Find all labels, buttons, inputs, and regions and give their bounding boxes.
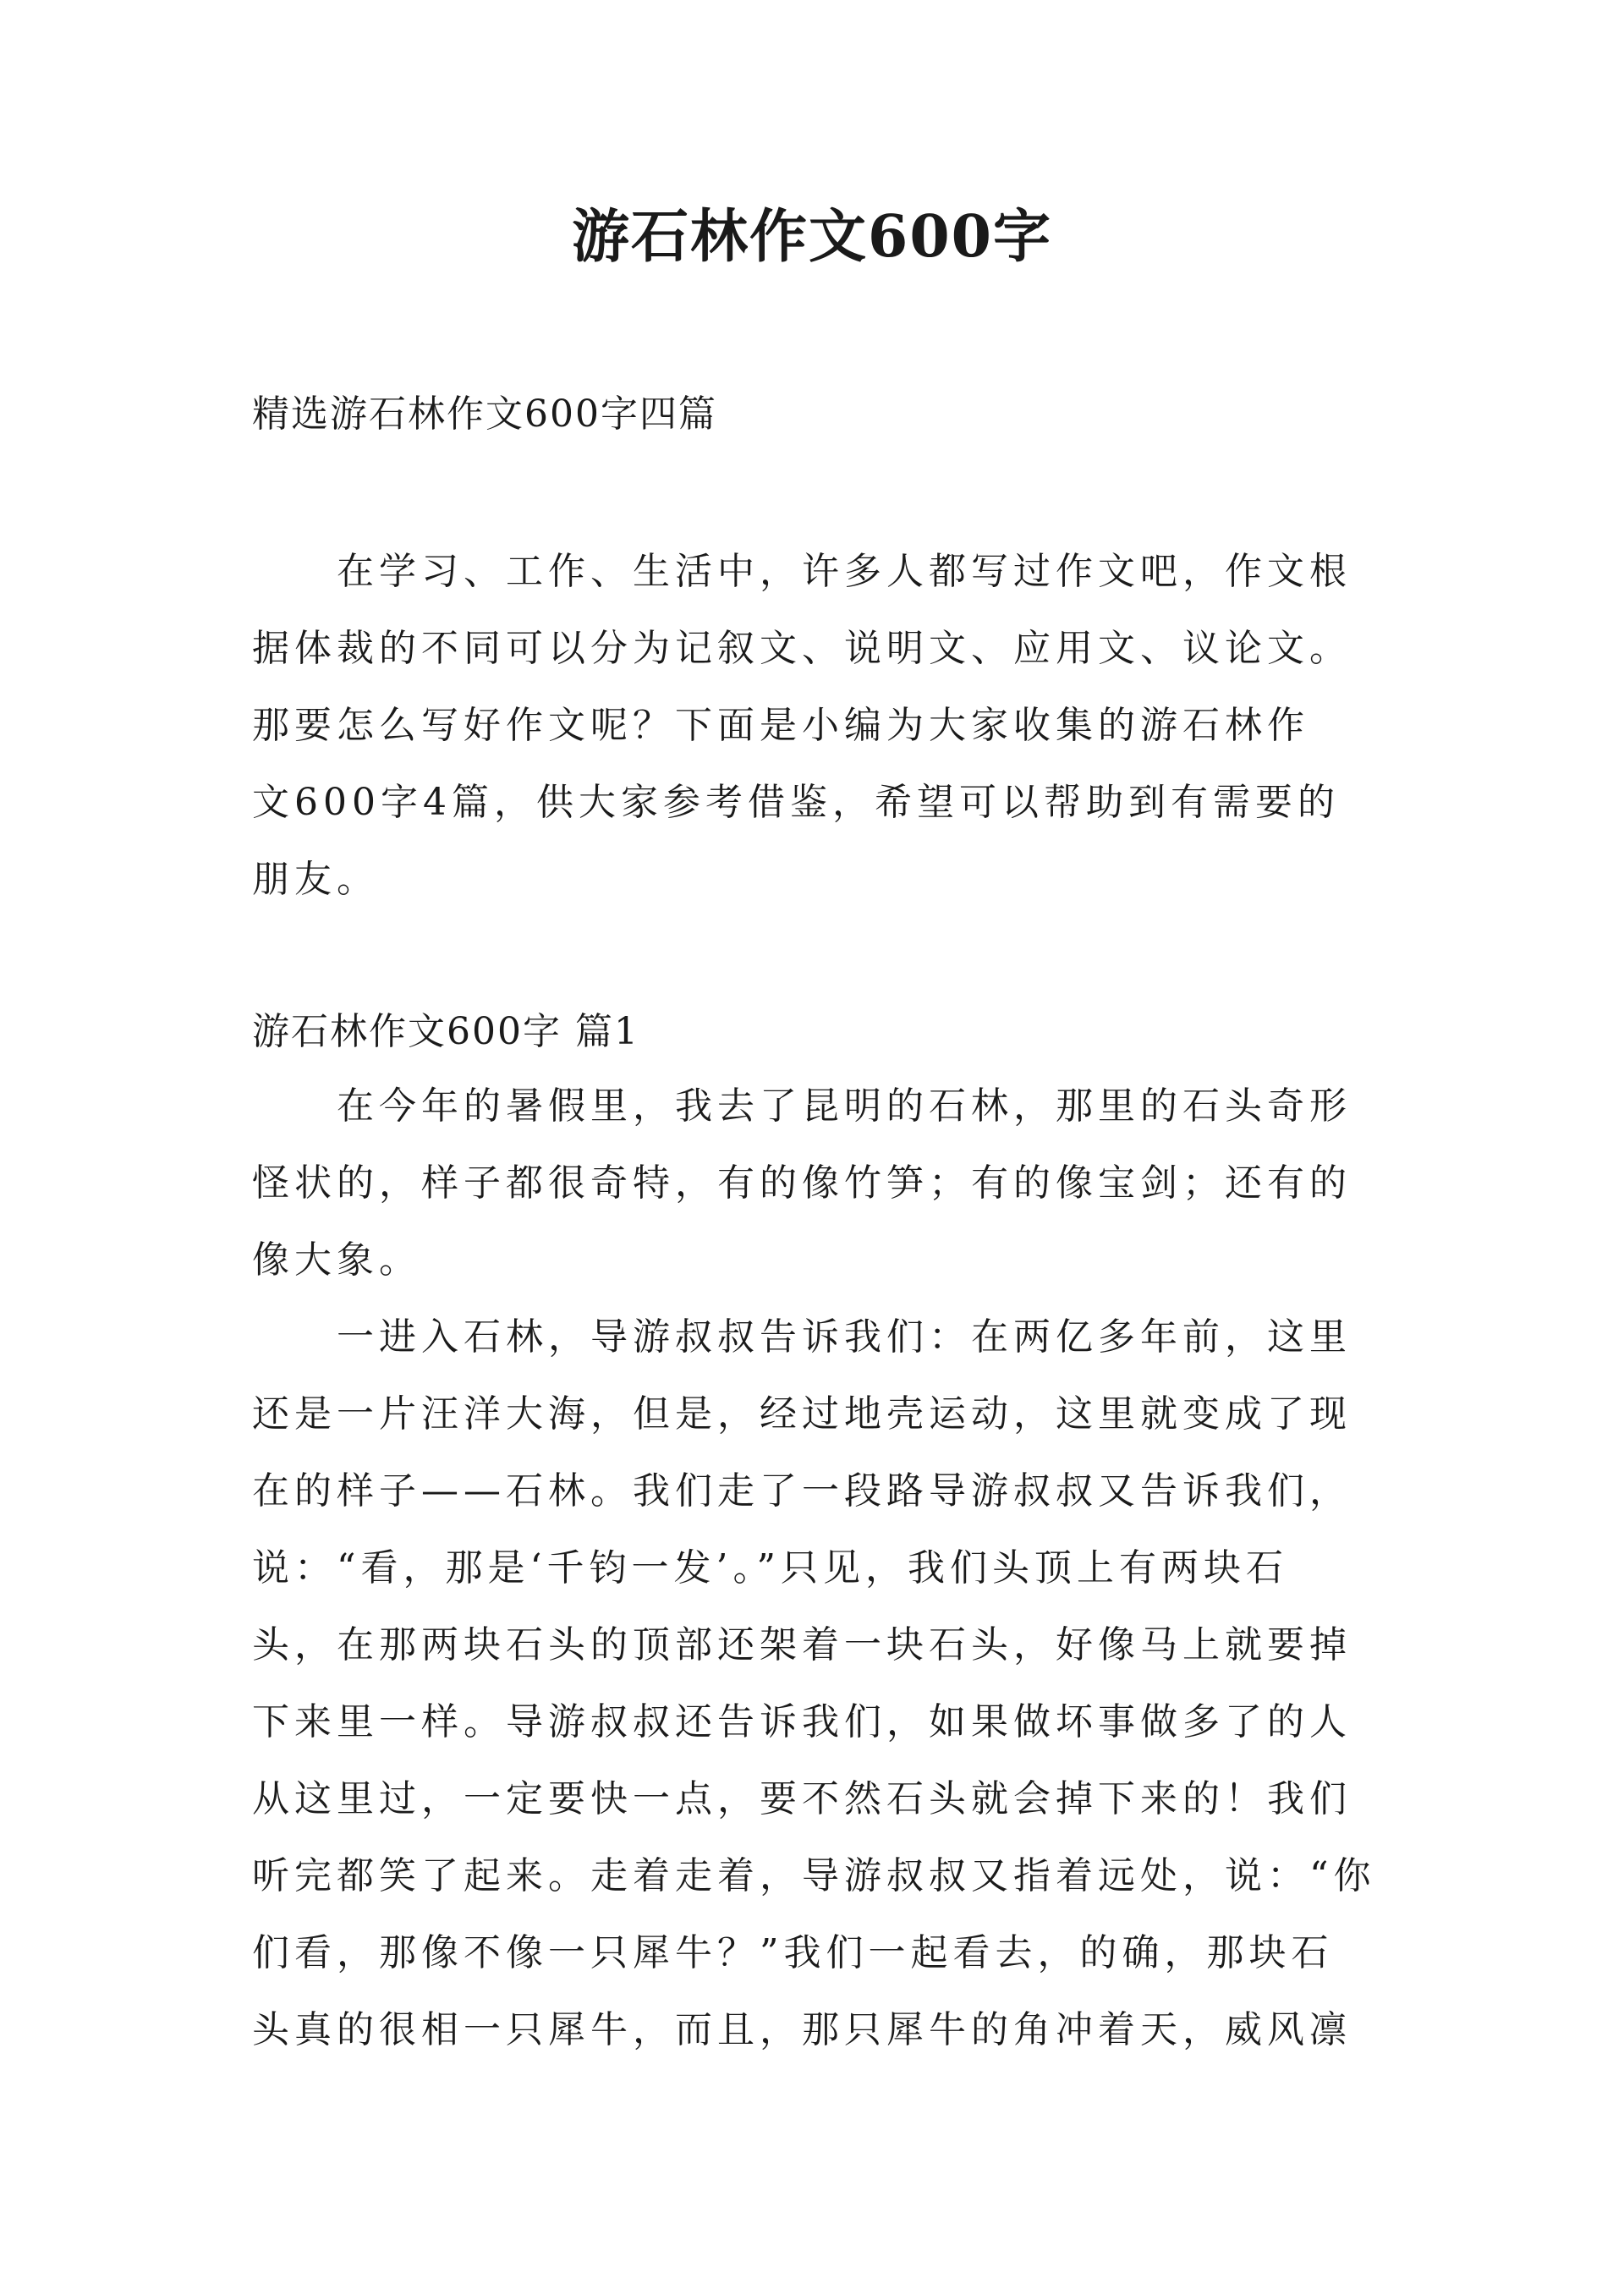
document-subtitle: 精选游石林作文600字四篇 — [252, 393, 717, 436]
paragraph-line: 在的样子——石林。我们走了一段路导游叔叔又告诉我们， — [252, 1469, 1352, 1513]
paragraph-line: 头，在那两块石头的顶部还架着一块石头，好像马上就要掉 — [252, 1623, 1352, 1666]
intro-line: 文600字4篇，供大家参考借鉴，希望可以帮助到有需要的 — [252, 781, 1340, 824]
intro-line: 在学习、工作、生活中，许多人都写过作文吧，作文根 — [252, 550, 1352, 593]
paragraph-2 — [252, 1298, 1389, 2068]
intro-line: 那要怎么写好作文呢？下面是小编为大家收集的游石林作 — [252, 704, 1309, 747]
intro-paragraph — [252, 533, 1389, 918]
paragraph-line: 怪状的，样子都很奇特，有的像竹笋；有的像宝剑；还有的 — [252, 1161, 1352, 1205]
paragraph-line: 在今年的暑假里，我去了昆明的石林，那里的石头奇形 — [252, 1084, 1352, 1128]
paragraph-line: 一进入石林，导游叔叔告诉我们：在两亿多年前，这里 — [252, 1315, 1352, 1359]
intro-line: 朋友。 — [252, 858, 379, 901]
paragraph-line: 听完都笑了起来。走着走着，导游叔叔又指着远处，说：“你 — [252, 1854, 1376, 1897]
paragraph-line: 像大象。 — [252, 1238, 421, 1282]
paragraph-line: 们看，那像不像一只犀牛？”我们一起看去，的确，那块石 — [252, 1931, 1334, 1974]
paragraph-1 — [252, 1068, 1389, 1298]
intro-line: 据体裁的不同可以分为记叙文、说明文、应用文、议论文。 — [252, 627, 1352, 670]
paragraph-line: 下来里一样。导游叔叔还告诉我们，如果做坏事做多了的人 — [252, 1700, 1352, 1743]
paragraph-line: 从这里过，一定要快一点，要不然石头就会掉下来的！我们 — [252, 1777, 1352, 1820]
paragraph-line: 还是一片汪洋大海，但是，经过地壳运动，这里就变成了现 — [252, 1392, 1352, 1436]
paragraph-line: 说：“看，那是‘千钧一发’。”只见，我们头顶上有两块石 — [252, 1546, 1288, 1589]
paragraph-line: 头真的很相一只犀牛，而且，那只犀牛的角冲着天，威风凛 — [252, 2008, 1352, 2051]
document-title: 游石林作文600字 — [572, 203, 1052, 271]
section-heading: 游石林作文600字 篇1 — [252, 1010, 639, 1053]
